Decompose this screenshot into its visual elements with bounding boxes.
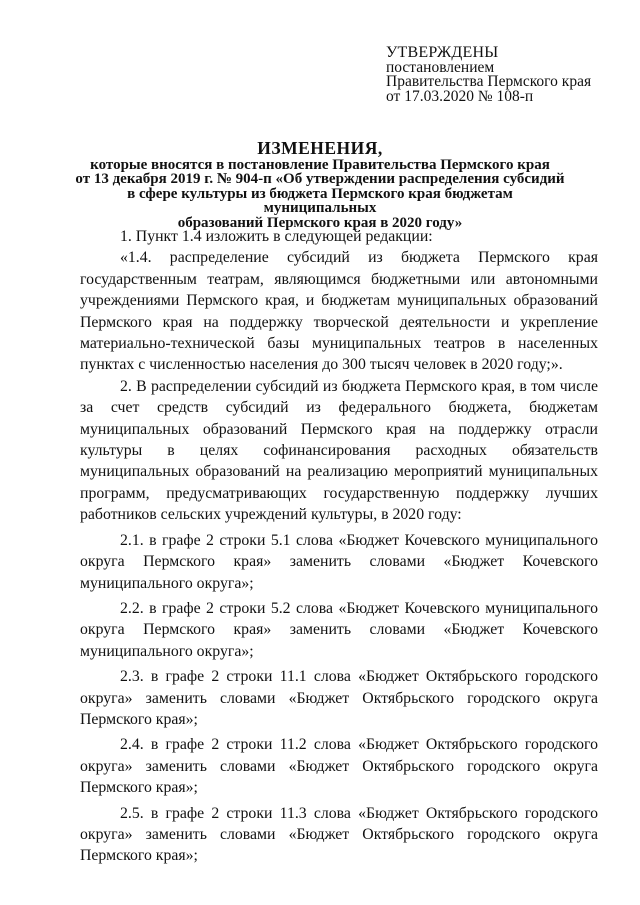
approval-line-2: постановлением: [386, 58, 495, 76]
subtitle-line-1: которые вносятся в постановление Правительства Пермского края: [90, 157, 550, 173]
paragraph-2-2: 2.2. в графе 2 строки 5.2 слова «Бюджет Кочевского муниципального округа Пермского края» заменить словами «Бюджет Кочевского муниципального округа»;: [80, 599, 598, 660]
approval-block: [386, 46, 626, 104]
paragraph-1: 1. Пункт 1.4 изложить в следующей редакции:: [120, 228, 433, 245]
subtitle-line-3: в сфере культуры из бюджета Пермского края бюджетам муниципальных: [127, 185, 513, 217]
paragraph-2-1: 2.1. в графе 2 строки 5.1 слова «Бюджет Кочевского муниципального округа Пермского края» заменить словами «Бюджет Кочевского муниципального округа»;: [80, 531, 598, 592]
paragraph-2-5: 2.5. в графе 2 строки 11.3 слова «Бюджет Октябрьского городского округа» заменить словами «Бюджет Октябрьского городского округа Пермского края»;: [80, 804, 598, 865]
subtitle-line-4: образований Пермского края в 2020 году»: [177, 214, 463, 231]
paragraph-1-quote: «1.4. распределение субсидий из бюджета Пермского края государственным театрам, являющимся бюджетными или автономными учреждениями Пермского края, и бюджетам муниципальных образований Пермского края на поддержку творческой деятельности и укрепление материально-технической базы муниципальных театров в населенных пунктах с численностью населения до 300 тысяч человек в 2020 году;».: [80, 249, 598, 374]
paragraph-2-3: 2.3. в графе 2 строки 11.1 слова «Бюджет Октябрьского городского округа» заменить словами «Бюджет Октябрьского городского округа Пермского края»;: [80, 668, 598, 728]
document-body: [80, 226, 598, 867]
paragraph-2: 2. В распределении субсидий из бюджета Пермского края, в том числе за счет средств субсидий из федерального бюджета, бюджетам муниципальных образований Пермского края на поддержку отрасли культуры в целях софинансирования расходных обязательств муниципальных образований на реализацию мероприятий муниципальных программ, предусматривающих государственную поддержку лучших работников сельских учреждений культуры, в 2020 году:: [80, 377, 598, 524]
approval-line-4: от 17.03.2020 № 108-п: [386, 87, 534, 105]
approval-line-3: Правительства Пермского края: [386, 73, 592, 90]
paragraph-2-4: 2.4. в графе 2 строки 11.2 слова «Бюджет Октябрьского городского округа» заменить словами «Бюджет Октябрьского городского округа Пермского края»;: [80, 736, 598, 797]
document-subtitle: [70, 158, 570, 230]
subtitle-line-2: от 13 декабря 2019 г. № 904-п «Об утверждении распределения субсидий: [75, 171, 565, 188]
approval-heading: УТВЕРЖДЕНЫ: [386, 44, 499, 61]
document-title: ИЗМЕНЕНИЯ,: [257, 138, 383, 158]
